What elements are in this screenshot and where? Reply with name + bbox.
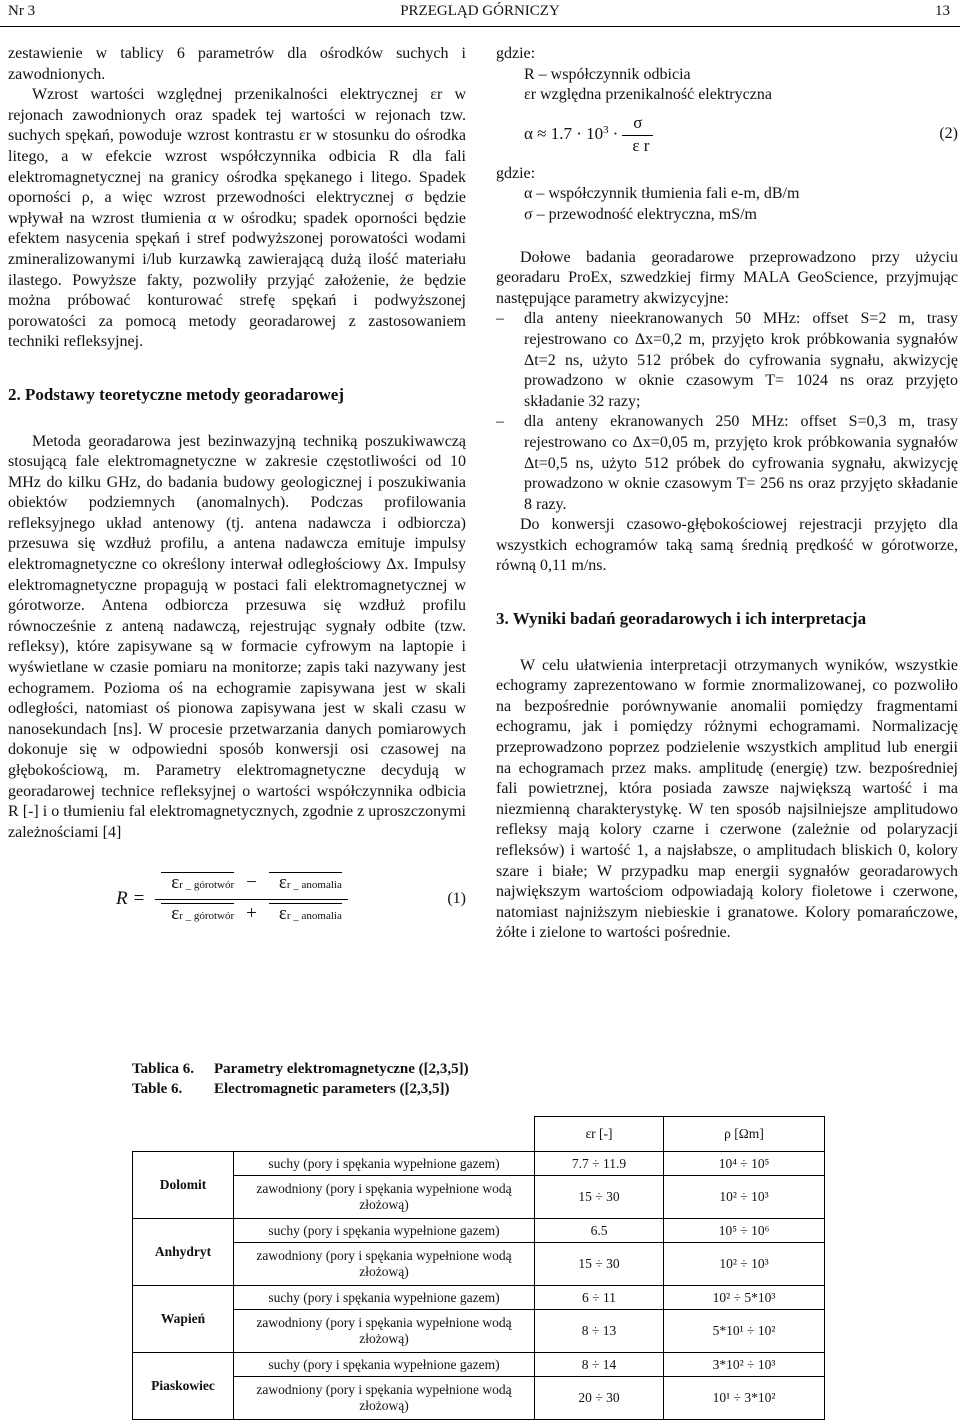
paragraph: Metoda georadarowa jest bezinwazyjną techniką poszukiwawczą stosującą fale elektromagnetyczne w zakresie częstotliwości od 10 MHz do kilku GHz, do badania budowy geologicznej i poszukiwania obiektów podziemnych (anomalnych). Podczas profilowania refleksyjnego układ antenowy (tj. antena nadawcza i odbiorcza) przesuwa się wzdłuż profilu, a antena nadawcza emituje impulsy elektromagnetyczne co określony interwał odległościowy Δx. Impulsy elektromagnetyczne propagują w postaci fali elektromagnetycznej w górotworze. Antena odbiorcza przesuwa się wzdłuż profilu równocześnie z anteną nadawczą, rejestrując sygnały odbite (tzw. refleksy), które zapisywane są w formacie cyfrowym na laptopie i wyświetlane w czasie pomiaru na monitorze; zapis taki nazywany jest echogramem. Pozioma oś na echogramie zapisywana jest w skali odległości, natomiast oś pionowa zapisywana jest w skali czasu w nanosekundach [ns]. W procesie przetwarzania danych pomiarowych dokonuje się w odpowiedni sposób konwersji osi czasowej na głębokościową, m. Parametry elektromagnetyczne decydują w georadarowej technice refleksyjnej o wartości współczynnika odbicia R [-] i o tłumieniu fal elektromagnetycznych, zgodnie z uproszczonymi zależnościami [4] [8, 432, 466, 841]
eq-fraction [155, 872, 348, 926]
table-row: zawodniony (pory i spękania wypełnione wodą złożową) 20 ÷ 30 10¹ ÷ 3*10² [133, 1377, 825, 1420]
eq-lhs: R = [116, 888, 146, 910]
paragraph: Wzrost wartości względnej przenikalności elektrycznej εr w rejonach zawodnionych oraz spadek tej wartości w rejonach tzw. suchych spękań, powoduje wzrost kontrastu εr w stosunku do ośrodka litego, a w efekcie wzrost współczynnika odbicia R dla fali elektromagnetycznej na granicy ośrodka spękanego i litego. Spadek oporności ρ, a więc wzrost przewodności elektrycznej σ będzie wpływał na wzrost tłumienia α w ośrodku; spadek oporności będzie efektem nasycenia spękań i stref podwyższonej porowatości wodami zmineralizowanymi i/lub kurzawką zawierającą dużą ilość materiału ilastego. Powyższe fakty, pozwoliły przyjąć założenie, że będzie można próbować konturować strefę spękań i podwyższonej porowatości za pomocą metody georadarowej z zastosowaniem techniki refleksyjnej. [8, 86, 466, 351]
section-heading: 3. Wyniki badań georadarowych i ich interpretacja [496, 609, 867, 629]
table-header-row [133, 1117, 825, 1152]
paragraph: W celu ułatwienia interpretacji otrzymanych wyników, wszystkie echogramy zaprezentowano w formie znormalizowanej, co pozwoliło na bezpośrednie porównywanie anomalii pomiędzy fragmentami echogramu, jak i pomiędzy różnymi echogramami. Normalizację przeprowadzono poprzez podzielenie wszystkich amplitud lub energii na echogramach przez maks. amplitudę (energię) tzw. bezpośredniej fali powietrznej, która posiada zawsze największą wartość i ma niezmienną charakterystykę. W ten sposób najsilniejsze amplitudowo refleksy mają kolory czarne i czerwone (zależnie od polaryzacji refleksów) i wartość 1, a najsłabsze, o amplitudach bliskich 0, kolory szare i białe; W przypadku map energii sygnałów georadarowych największym wartościom odpowiadają kolory fioletowe i czerwone, natomiast najniższym niebieskie i granatowe. Kolory pomarańczowe, żółte i zielone to wartości pośrednie. [496, 656, 958, 942]
table-row: Wapień suchy (pory i spękania wypełnione gazem) 6 ÷ 11 10² ÷ 5*10³ [133, 1286, 825, 1310]
table-row: Piaskowiec suchy (pory i spękania wypełnione gazem) 8 ÷ 14 3*10² ÷ 10³ [133, 1353, 825, 1377]
paragraph: Do konwersji czasowo-głębokościowej rejestracji przyjęto dla wszystkich echogramów taką samą średnią prędkość w górotworze, równą 0,11 m/ns. [496, 516, 958, 575]
definitions [496, 184, 958, 225]
equation-number: (1) [447, 890, 466, 908]
issue-number: Nr 3 [8, 3, 36, 19]
equation-2: α ≈ 1.7 · 10 $^3$ · σ ε r (2) [524, 112, 958, 156]
definition: εr względna przenikalność elektryczna [524, 86, 772, 104]
table-row: zawodniony (pory i spękania wypełnione wodą złożową) 15 ÷ 30 10² ÷ 10³ [133, 1243, 825, 1286]
left-column [8, 44, 466, 935]
table-caption: Tablica 6. Parametry elektromagnetyczne ([2,3,5]) Table 6. Electromagnetic parameters ([2,3,5]) [132, 1061, 469, 1097]
eq-lhs: α ≈ 1.7 · 10 [524, 124, 604, 144]
table-row: Anhydryt suchy (pory i spękania wypełnione gazem) 6.5 10⁵ ÷ 10⁶ [133, 1219, 825, 1243]
header-rule [0, 26, 960, 27]
eq-denominator: εr _ górotwór + εr _ anomalia [155, 900, 348, 927]
list-item: – dla anteny nieekranowanych 50 MHz: offset S=2 m, trasy rejestrowano co Δx=0,2 m, przyjęto krok próbkowania sygnałów Δt=2 ns, użyto 512 próbek do cyfrowania sygnału, akwizycję prowadzono w oknie czasowym T= 1024 ns oraz przyjęto składanie 32 razy; [496, 310, 958, 410]
page-header [0, 0, 960, 26]
definition: α – współczynnik tłumienia fali e-m, dB/m [524, 185, 800, 203]
equation-1 [8, 863, 466, 935]
right-column [496, 44, 958, 944]
where-label: gdzie: [496, 164, 536, 182]
table-row: zawodniony (pory i spękania wypełnione wodą złożową) 8 ÷ 13 5*10¹ ÷ 10² [133, 1310, 825, 1353]
definition: σ – przewodność elektryczna, mS/m [524, 205, 757, 223]
paragraph: Dołowe badania georadarowe przeprowadzono przy użyciu georadaru ProEx, szwedzkiej firmy MALA GeoScience, przyjmując następujące parametry akwizycyjne: [496, 248, 958, 307]
column-header: ρ [Ωm] [664, 1117, 825, 1152]
rock-name: Wapień [133, 1286, 234, 1353]
parameters-table [132, 1116, 825, 1420]
rock-name: Anhydryt [133, 1219, 234, 1286]
paragraph: zestawienie w tablicy 6 parametrów dla ośrodków suchych i zawodnionych. [8, 45, 466, 83]
eq-fraction: σ ε r [622, 113, 653, 157]
column-header: εr [-] [535, 1117, 664, 1152]
eq-numerator: εr _ górotwór − εr _ anomalia [155, 872, 348, 899]
definitions [496, 65, 958, 106]
rock-name: Piaskowiec [133, 1353, 234, 1420]
list-item: – dla anteny ekranowanych 250 MHz: offset S=0,3 m, trasy rejestrowano co Δx=0,05 m, przyjęto krok próbkowania sygnałów Δt=0,5 ns, użyto 512 próbek do cyfrowania sygnału, akwizycję prowadzono w oknie czasowym T= 256 ns oraz przyjęto składanie 8 razy. [496, 413, 958, 513]
table-row: zawodniony (pory i spękania wypełnione wodą złożową) 15 ÷ 30 10² ÷ 10³ [133, 1176, 825, 1219]
journal-title: PRZEGLĄD GÓRNICZY [400, 3, 560, 19]
rock-name: Dolomit [133, 1152, 234, 1219]
page-number: 13 [935, 3, 950, 19]
definition: R – współczynnik odbicia [524, 65, 691, 83]
table-row: Dolomit suchy (pory i spękania wypełnione gazem) 7.7 ÷ 11.9 10⁴ ÷ 10⁵ [133, 1152, 825, 1176]
equation-number: (2) [939, 125, 958, 143]
where-label: gdzie: [496, 45, 536, 62]
section-heading: 2. Podstawy teoretyczne metody georadarowej [8, 384, 344, 404]
